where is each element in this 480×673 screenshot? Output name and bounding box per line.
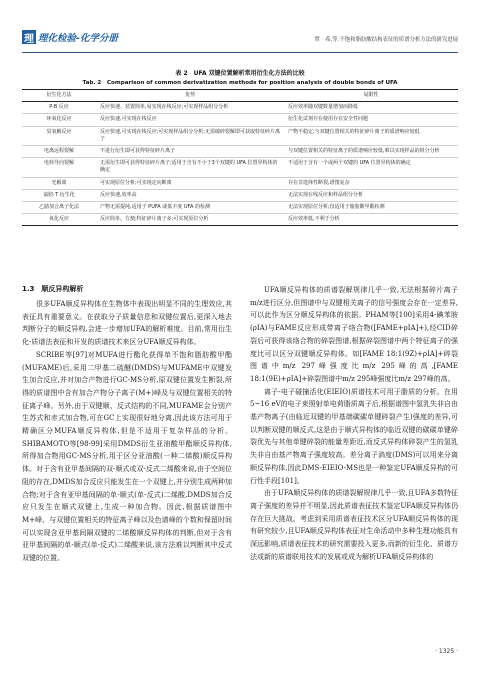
table-row <box>22 102 458 114</box>
table-cell: 无需衍生即可获得特征碎片离子;适用于含有不小于3个双键的 UFA 位置异构体的确定 <box>100 160 278 174</box>
table-cell: 产物不稳定;与双键位置相关的特征碎片离子的质谱响应较低 <box>288 128 420 135</box>
paragraph: 离子-电子碰撞活化(EIEIO)质谱技术可用于脂质的分析。在用5~16 eV的电子束照射单电荷脂质离子后,根据谱图中氢乳失非自由基产物离子(由临近双键的甲基端碳碳单键碎裂产生)强度的差异,可以判断双键的顺反式,这是由于顺式异构体的临近双键的碳碳单键碎裂优先与其他单键碎裂的能量差距近,而反式异构体碎裂产生的氢乳失非自由基产物离子强度较高。差分离子淌度(DMS)可以用来分离顺反异构体,因此DMS-EIEIO-MS也是一种鉴定UFA顺反异构的可行性手段[101]。 <box>250 387 458 485</box>
table-row <box>22 190 458 202</box>
journal-logo-mark: 理 <box>22 30 36 44</box>
table-row <box>22 214 458 225</box>
table-cell: 反应效率随双键数量增加而降低 <box>288 104 359 111</box>
right-column <box>250 284 458 563</box>
table-cell: 臭氧解反应 <box>46 128 72 135</box>
table-cell: 不进行衍生即可获得特征碎片离子 <box>100 148 176 155</box>
table-cell: 反应快速,可实现在线反应 <box>100 116 157 123</box>
running-head: 覃 希,等.不饱和脂肪酸结构表征的质谱分析方法的研究进展 <box>314 37 458 43</box>
table-cell: 不适用于含有一个或两个双键的 UFA 位置异构体的确定 <box>288 160 411 167</box>
left-column <box>22 298 232 565</box>
table-cell: 电荷导向裂解 <box>43 160 74 167</box>
table-cell: 反应快速,效率高 <box>100 191 137 198</box>
table-row <box>22 146 458 158</box>
table-row <box>22 158 458 177</box>
table-cell: 乙腈加合离子化法 <box>38 204 79 211</box>
journal-logo <box>22 30 118 44</box>
paragraph: UFA顺反异构体的质谱裂解规律几乎一致,无法根据碎片离子m/z进行区分,但图谱中与双键相关离子的信号强度会存在一定差异,可以此作为区分顺反异构体的依据。PHAM等[100]采用4-碘苯胺(ρIA)与FAME反应形成带离子络合物([FAME+ρIA]+),经CID碎裂后可获得该络合物的碎裂图谱,根据碎裂图谱中两个特征离子的强度比可以区分双键顺反异构体。如[FAME 18:1(9Z)+ρIA]+碎裂图谱中m/z 297峰强度比m/z 295峰的高,[FAME 18:1(9E)+ρIA]+碎裂图谱中m/z 295峰强度比m/z 297峰的高。 <box>250 286 458 383</box>
table-cell: 反应效率低,不利于分析 <box>288 216 340 223</box>
table-cell: 环氧化反应 <box>46 116 72 123</box>
paragraph: SCRIBE等[97]对MUFA进行酯化获得单不饱和脂肪酸甲酯(MUFAME)后,采用二甲基二硫醚(DMDS)与MUFAME中双键发生加合反应,并对加合产物进行GC-MS分析,原双键位置发生断裂,所得的质谱图中含有加合产物分子离子(M+)峰及与双键位置相关的特征离子峰。另外,由于双键顺、反式结构的不同,MUFAME会分别产生苏式和赤式加合物,可在GC上实现很好地分离,因此该方法可用于精确区分MUFA顺反异构体,但是不适用于复杂样品的分析。SHIBAMOTO等[98-99]采用DMDS衍生亚油酸甲酯顺反异构体,所得加合物用GC-MS分析,用于区分亚油酸(一种二烯酸)顺反异构体。对于含有亚甲基间隔的双-顺式或双-反式二烯酸来说,由于空间位阻的存在,DMDS加合反应只能发生在一个双键上,并分别生成两种加合物;对于含有亚甲基间隔的单-顺式(单-反式)二烯酸,DMDS加合反应只发生在顺式双键上,生成一种加合物。因此,根据质谱图中M+峰、与双键位置相关的特征离子峰以及色谱峰的个数和保留时间可以实现含亚甲基间隔双键的二烯酸顺反异构体的判断,但对于含有亚甲基间隔的单-顺式(单-反式)二烯酸来说,该方法难以判断其中反式双键的位置。 <box>22 350 232 563</box>
table-cell: 反应快速,可实现在线反应;可实现样品组分分析;无需破碎裂解即可获取特征碎片离子 <box>100 128 280 142</box>
table-cell: 反应简单、方便;特征碎片离子多;可实现原位分析 <box>100 216 209 223</box>
table-row <box>22 202 458 214</box>
table-cell: P-B 反应 <box>49 104 69 111</box>
comparison-table <box>22 89 458 226</box>
table-cell: 产物无需提纯,适用于 PUFA 或低丰度 UFA 的检测 <box>100 204 210 211</box>
table-header-cell: 优势 <box>184 92 195 98</box>
table-header-cell: 局限性 <box>363 92 379 98</box>
paragraph: 很多UFA顺反异构体在生物体中表现出明显不同的生理效应,其表征具有重要意义。在获取分子质量信息和双键位置后,更深入地去判断分子的顺反异构,会进一步增加UFA的解析难度。目前,常用衍生化-质谱法表征和开发的质谱技术来区分UFA顺反异构体。 <box>22 300 232 347</box>
page-number: · 1325 · <box>435 648 458 655</box>
table-cell: 无法实现原位分析;仅适用于脂肪酸甲酯检测 <box>288 204 385 211</box>
table-row <box>22 127 458 146</box>
paragraph: 由于UFA顺反异构体的质谱裂解规律几乎一致,且UFA多数特征离子强度的差异并不明显,因此质谱表征技术鉴定UFA顺反异构体仍存在巨大挑战。考虑到采用质谱表征技术区分UFA顺反异构体的现有研究较少,且UFA顺反异构体表征对生命活动中多种生理功能具有深远影响,质谱表征技术的研究需要投入更多,而新的衍生化、质谱方法或新的质谱联用技术的发展或成为解析UFA顺反异构体的 <box>250 489 458 561</box>
table-cell: 衍生化试剂存在使用存在安全性问题 <box>288 116 369 123</box>
table-row <box>22 114 458 126</box>
section-title: 1.3 顺反异构解析 <box>22 285 84 293</box>
table-cell: 存在非选择性断裂,谱图复杂 <box>288 179 350 186</box>
table-header-cell: 衍生化方法 <box>46 92 72 98</box>
table-caption-zh: 表 2 UFA 双键位置解析常用衍生化方法的比较 <box>175 70 305 77</box>
table-cell: 反应快速、装置简单,易实现在线反应;可实现样品组分分析 <box>100 104 229 111</box>
table-row <box>22 178 458 190</box>
page-header <box>22 30 458 53</box>
table-header-row <box>22 90 458 102</box>
table-cell: 无法实现在线反应和样品组分分析 <box>288 191 364 198</box>
table-cell: 光解离 <box>51 179 67 186</box>
table-cell: 可实现原位分析;可实现定向断离 <box>100 179 172 186</box>
table-cell: 氯胺-T 衍生化 <box>43 191 75 198</box>
table-cell: 与双键位置相关的特征离子的质谱响应较低,难以实现样品的组分分析 <box>288 148 440 155</box>
table-caption-en: Tab. 2 Comparison of common derivatization methods for position analysis of double bonds of UFA <box>82 80 398 86</box>
table-cell: 电离远程裂解 <box>43 148 74 155</box>
journal-logo-text: 理化检验-化学分册 <box>38 33 118 44</box>
table-cell: 氧化反应 <box>48 216 69 223</box>
